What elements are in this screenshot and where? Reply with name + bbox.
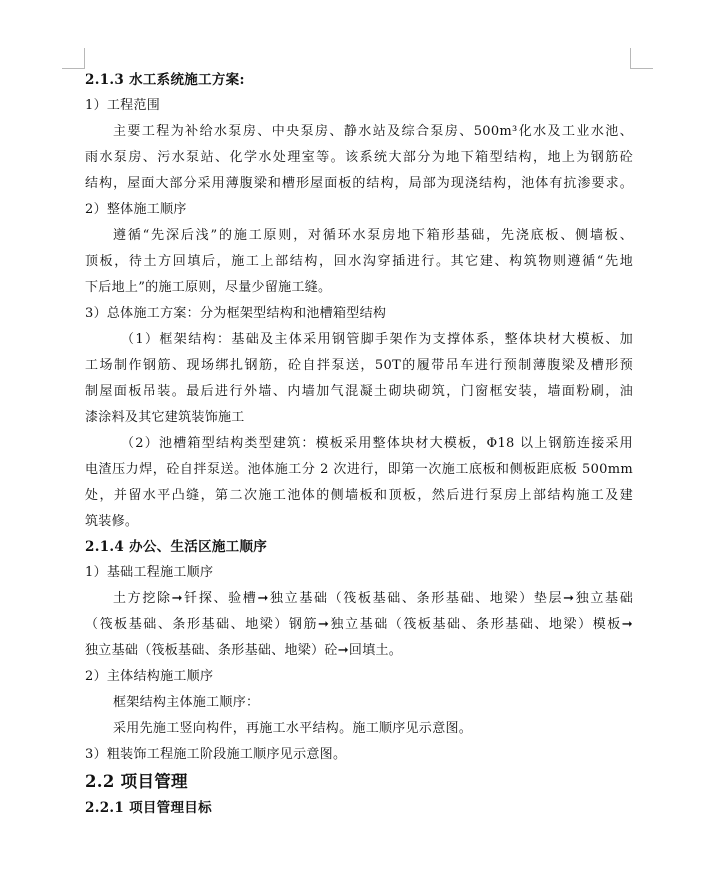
text-line: 1）基础工程施工顺序 bbox=[85, 565, 214, 580]
text-line: 工场制作钢筋、现场绑扎钢筋，砼自拌泵送，50T的履带吊车进行预制薄腹梁及槽形预 bbox=[85, 358, 633, 373]
text-line: 处，并留水平凸缝，第二次施工池体的侧墙板和顶板，然后进行泵房上部结构施工及建 bbox=[85, 488, 633, 503]
text-line: 3）粗装饰工程施工阶段施工顺序见示意图。 bbox=[85, 747, 347, 762]
text-line: 2）主体结构施工顺序 bbox=[85, 669, 214, 684]
text-line: 结构，屋面大部分采用薄腹梁和槽形屋面板的结构，局部为现浇结构，池体有抗渗要求。 bbox=[85, 176, 633, 191]
text-line: 采用先施工竖向构件，再施工水平结构。施工顺序见示意图。 bbox=[113, 721, 473, 736]
text-line: 主要工程为补给水泵房、中央泵房、静水站及综合泵房、500m³化水及工业水池、 bbox=[113, 124, 633, 139]
text-line: （2）池槽箱型结构类型建筑：模板采用整体块材大模板，Φ18 以上钢筋连接采用 bbox=[121, 436, 633, 451]
crop-mark-top-left bbox=[62, 48, 85, 69]
text-line: 雨水泵房、污水泵站、化学水处理室等。该系统大部分为地下箱型结构，地上为钢筋砼 bbox=[85, 150, 633, 165]
crop-mark-top-right bbox=[630, 48, 653, 69]
heading-line: 2.2 项目管理 bbox=[85, 772, 188, 791]
text-line: 2）整体施工顺序 bbox=[85, 202, 187, 217]
text-line: （筏板基础、条形基础、地梁）钢筋➞独立基础（筏板基础、条形基础、地梁）模板➞ bbox=[85, 617, 633, 632]
text-line: 下后地上”的施工原则，尽量少留施工缝。 bbox=[85, 280, 332, 295]
text-line: 筑装修。 bbox=[85, 514, 139, 529]
text-line: 框架结构主体施工顺序： bbox=[113, 695, 260, 710]
text-line: 3）总体施工方案：分为框架型结构和池槽箱型结构 bbox=[85, 306, 387, 321]
text-line: 漆涂料及其它建筑装饰施工 bbox=[85, 410, 245, 425]
text-line: 土方挖除➞钎探、验槽➞独立基础（筏板基础、条形基础、地梁）垫层➞独立基础 bbox=[113, 591, 633, 606]
heading-line: 2.2.1 项目管理目标 bbox=[85, 800, 212, 816]
text-line: 制屋面板吊装。最后进行外墙、内墙加气混凝土砌块砌筑，门窗框安装，墙面粉刷，油 bbox=[85, 384, 633, 399]
heading-line: 2.1.4 办公、生活区施工顺序 bbox=[85, 539, 268, 555]
text-line: 电渣压力焊，砼自拌泵送。池体施工分 2 次进行，即第一次施工底板和侧板距底板 500mm bbox=[85, 462, 633, 477]
text-line: 独立基础（筏板基础、条形基础、地梁）砼➞回填土。 bbox=[85, 643, 403, 658]
document-body bbox=[85, 68, 633, 821]
text-line: 1）工程范围 bbox=[85, 98, 161, 113]
heading-line: 2.1.3 水工系统施工方案: bbox=[85, 72, 245, 88]
text-line: （1）框架结构：基础及主体采用钢管脚手架作为支撑体系，整体块材大模板、加 bbox=[121, 332, 633, 347]
text-line: 遵循“先深后浅”的施工原则，对循环水泵房地下箱形基础，先浇底板、侧墙板、 bbox=[113, 228, 633, 243]
text-line: 顶板，待土方回填后，施工上部结构，回水沟穿插进行。其它建、构筑物则遵循“先地 bbox=[85, 254, 633, 269]
